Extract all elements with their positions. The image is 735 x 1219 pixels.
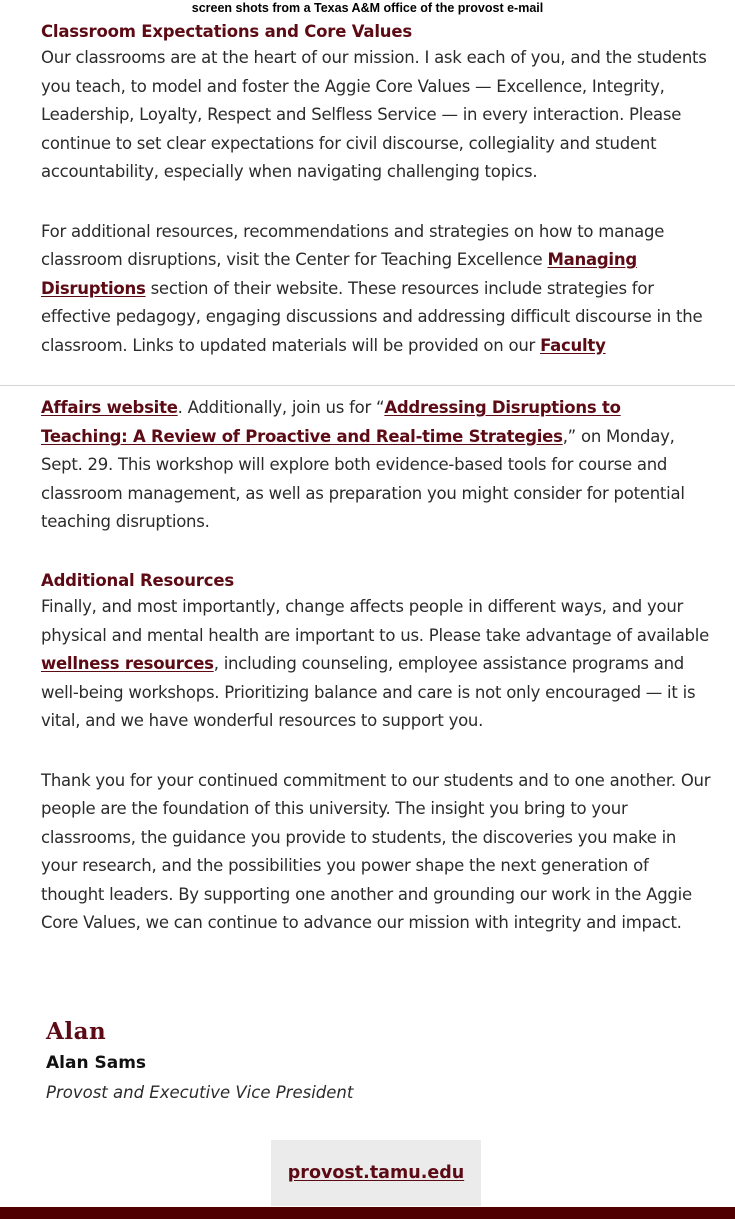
faculty-affairs-link-part1[interactable]: Faculty [540,335,606,355]
signature-title: Provost and Executive Vice President [46,1083,354,1102]
paragraph-workshop-text-1: . Additionally, join us for “ [177,398,385,417]
section-core-values [41,20,711,360]
paragraph-thank-you: Thank you for your continued commitment to our students and to one another. Our people are the foundation of this university. The insight you bring to your classrooms, the guidance you provide to students, the discoveries you make in your research, and the possibilities you power shape the next generation of thought leaders. By supporting one another and grounding our work in the Aggie Core Values, we can continue to advance our mission with integrity and impact. [41,770,711,932]
paragraph-wellness-text-2: , including counseling, employee assistance programs and well-being workshops. Prioritizing balance and care is not only encouraged — it is vital, and we have wonderful resources to support you. [41,654,696,730]
section-additional-resources [41,569,711,938]
paragraph-core-values: Our classrooms are at the heart of our mission. I ask each of you, and the students you teach, to model and foster the Aggie Core Values — Excellence, Integrity, Leadership, Loyalty, Respect and Selfless Service — in every interaction. Please continue to set clear expectations for civil discourse, collegiality and student accountability, especially when navigating challenging topics. [41,48,707,181]
managing-disruptions-link[interactable]: Managing Disruptions [41,250,637,298]
heading-additional-resources: Additional Resources [41,571,234,590]
site-link-box [271,1140,481,1206]
screenshot-divider [0,385,735,386]
paragraph-wellness-text-1: Finally, and most importantly, change affects people in different ways, and your physical and mental health are important to us. Please take advantage of available [41,597,710,645]
section-workshop [41,394,711,537]
paragraph-resources-text-1: For additional resources, recommendations and strategies on how to manage classroom disruptions, visit the Center for Teaching Excellence [41,221,665,269]
provost-site-link[interactable]: provost.tamu.edu [287,1163,465,1183]
wellness-resources-link[interactable]: wellness resources [41,654,214,673]
paragraph-resources [41,218,711,361]
heading-core-values: Classroom Expectations and Core Values [41,22,412,41]
paragraph-workshop [41,394,711,537]
signature-name: Alan Sams [46,1053,147,1073]
faculty-affairs-link-part2[interactable]: Affairs website [41,398,178,417]
footer-bar [0,1207,735,1219]
image-caption: screen shots from a Texas A&M office of the provost e-mail [191,1,544,15]
paragraph-wellness [41,593,711,736]
workshop-link[interactable]: Addressing Disruptions to Teaching: A Review of Proactive and Real-time Strategies [41,398,621,446]
paragraph-workshop-text-2: ,” on Monday, Sept. 29. This workshop will explore both evidence-based tools for course and classroom management, as well as preparation you might consider for potential teaching disruptions. [41,426,685,531]
paragraph-resources-text-2: section of their website. These resources include strategies for effective pedagogy, engaging discussions and addressing difficult discourse in the classroom. Links to updated materials will be provided on our [41,278,703,355]
signature-script: Alan [46,1018,107,1045]
